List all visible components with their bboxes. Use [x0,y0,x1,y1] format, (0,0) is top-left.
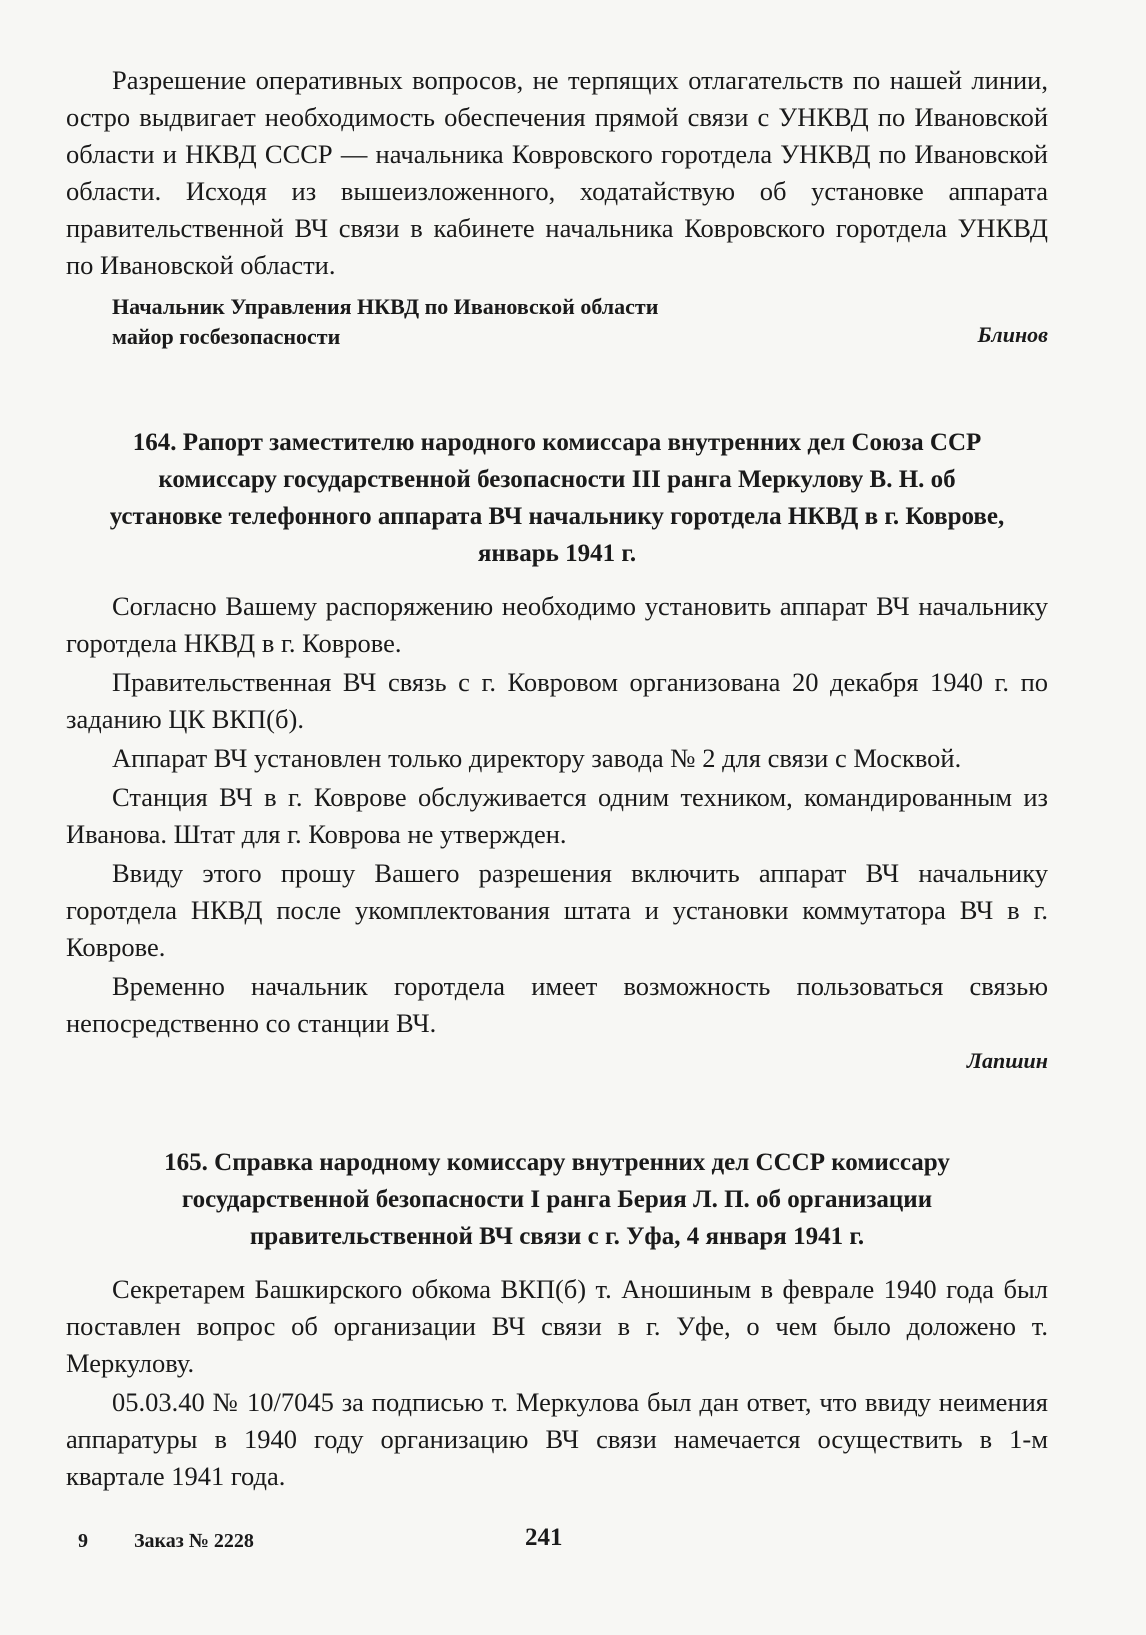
signature-name: Блинов [977,322,1048,347]
doc164-paragraph: Аппарат ВЧ установлен только директору завода № 2 для связи с Москвой. [112,743,962,773]
page [66,62,1048,1497]
document-164-heading: 164. Рапорт заместителю народного комиссара внутренних дел Союза ССР комиссару государственной безопасности III ранга Меркулову В. Н. об установке телефонного аппарата ВЧ начальнику горотдела НКВД в г. Коврове, январь 1941 г. [109,429,1005,567]
document-165-heading: 165. Справка народному комиссару внутренних дел СССР комиссару государственной безопасности I ранга Берия Л. П. об организации правительственной ВЧ связи с г. Уфа, 4 января 1941 г. [164,1149,950,1250]
signature-rank: майор госбезопасности [112,324,341,349]
print-order: Заказ № 2228 [134,1530,254,1552]
doc164-paragraph: Согласно Вашему распоряжению необходимо установить аппарат ВЧ начальнику горотдела НКВД в г. Коврове. [66,591,1048,658]
signature-mark: 9 [78,1530,88,1552]
doc164-paragraph: Временно начальник горотдела имеет возможность пользоваться связью непосредственно со станции ВЧ. [66,971,1048,1038]
intro-paragraph: Разрешение оперативных вопросов, не терпящих отлагательств по нашей линии, остро выдвигает необходимость обеспечения прямой связи с УНКВД по Ивановской области и НКВД СССР — начальника Ковровского горотдела УНКВД по Ивановской области. Исходя из вышеизложенного, ходатайствую об установке аппарата правительственной ВЧ связи в кабинете начальника Ковровского горотдела УНКВД по Ивановской области. [66,65,1048,280]
doc165-paragraph: 05.03.40 № 10/7045 за подписью т. Меркулова был дан ответ, что ввиду неимения аппаратуры в 1940 году организацию ВЧ связи намечается осуществить в 1-м квартале 1941 года. [66,1387,1048,1491]
page-number: 241 [525,1524,563,1551]
doc165-paragraph: Секретарем Башкирского обкома ВКП(б) т. Аношиным в феврале 1940 года был поставлен вопрос об организации ВЧ связи в г. Уфе, о чем было доложено т. Меркулову. [66,1274,1048,1378]
signature-position: Начальник Управления НКВД по Ивановской области [112,294,659,319]
doc164-paragraph: Ввиду этого прошу Вашего разрешения включить аппарат ВЧ начальнику горотдела НКВД после укомплектования штата и установки коммутатора ВЧ в г. Коврове. [66,858,1048,962]
signature-block [66,292,1048,352]
doc164-paragraph: Правительственная ВЧ связь с г. Ковровом организована 20 декабря 1940 г. по заданию ЦК ВКП(б). [66,667,1048,734]
doc164-author: Лапшин [966,1048,1048,1073]
doc164-paragraph: Станция ВЧ в г. Коврове обслуживается одним техником, командированным из Иванова. Штат для г. Коврова не утвержден. [66,782,1048,849]
